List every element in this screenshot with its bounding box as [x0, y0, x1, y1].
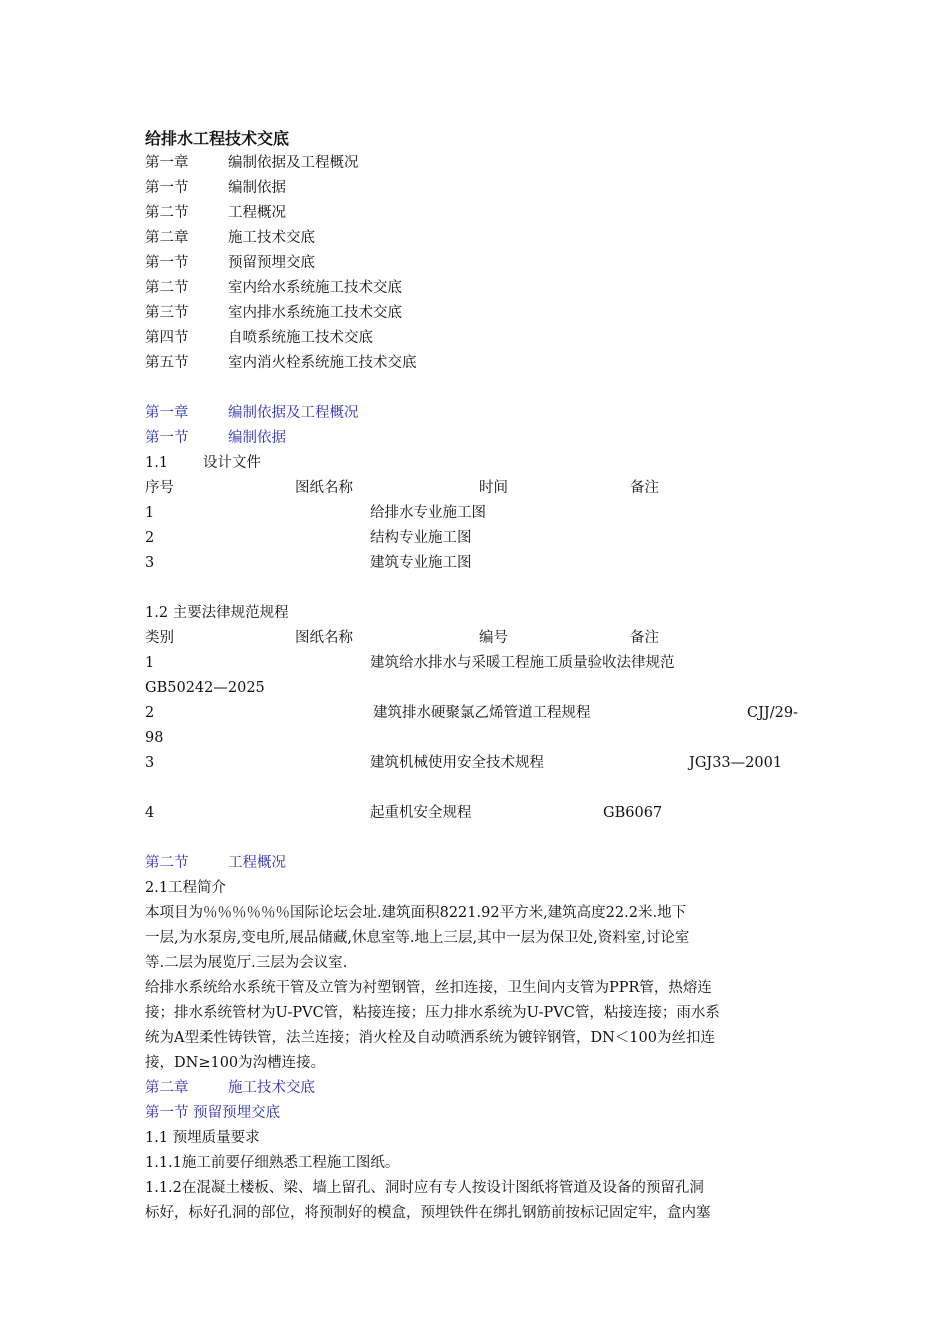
column-header: 备注: [630, 480, 659, 496]
toc-text: 自喷系统施工技术交底: [228, 330, 373, 346]
heading-text: 编制依据: [228, 430, 286, 446]
heading-text: 施工技术交底: [228, 1080, 315, 1096]
subsection-num: 1.1: [145, 455, 169, 471]
row-name: 建筑机械使用安全技术规程: [370, 755, 544, 771]
item-1-1-1: 1.1.1施工前要仔细熟悉工程施工图纸。: [145, 1155, 400, 1171]
toc-item: [145, 201, 809, 226]
column-header: 备注: [630, 630, 659, 646]
design-documents-table: [145, 476, 809, 576]
table-row: [145, 651, 809, 676]
toc-item: [145, 151, 809, 176]
toc-num: 第一节: [145, 180, 189, 196]
heading-num: 第一章: [145, 405, 189, 421]
project-intro-paragraph: [145, 901, 809, 976]
table-row-wrap: [145, 726, 809, 751]
toc-text: 预留预埋交底: [228, 255, 315, 271]
row-code: JGJ33—2001: [689, 755, 783, 771]
subsection-1-2: 1.2 主要法律规范规程: [145, 605, 289, 621]
row-number: 2: [145, 530, 155, 546]
toc-text: 室内消火栓系统施工技术交底: [228, 355, 417, 371]
row-number: 4: [145, 805, 155, 821]
column-header: 图纸名称: [295, 480, 353, 496]
toc-item: [145, 326, 809, 351]
column-header: 序号: [145, 480, 174, 496]
chapter-1-heading: [145, 401, 809, 426]
row-code: GB6067: [603, 805, 663, 821]
column-header: 类别: [145, 630, 174, 646]
chapter-2-heading: [145, 1076, 809, 1101]
section-1-heading: [145, 426, 809, 451]
paragraph-line: 接，DN≥100为沟槽连接。: [145, 1055, 326, 1071]
column-header: 编号: [479, 630, 508, 646]
toc-text: 施工技术交底: [228, 230, 315, 246]
row-code: CJJ/29-: [747, 705, 798, 721]
section-2-heading: [145, 851, 809, 876]
row-code: 98: [145, 730, 164, 746]
row-code: GB50242—2025: [145, 680, 265, 696]
row-name: 建筑排水硬聚氯乙烯管道工程规程: [373, 705, 591, 721]
subsection-1-1-quality: 1.1 预埋质量要求: [145, 1130, 260, 1146]
heading-num: 第二章: [145, 1080, 189, 1096]
toc-text: 编制依据及工程概况: [228, 155, 359, 171]
row-number: 1: [145, 505, 155, 521]
table-row: [145, 801, 809, 826]
toc-num: 第五节: [145, 355, 189, 371]
regulations-table: [145, 626, 809, 826]
toc-text: 室内排水系统施工技术交底: [228, 305, 402, 321]
subsection-text: 设计文件: [203, 455, 261, 471]
heading-text: 工程概况: [228, 855, 286, 871]
row-number: 2: [145, 705, 155, 721]
toc-num: 第三节: [145, 305, 189, 321]
row-number: 1: [145, 655, 155, 671]
column-header: 图纸名称: [295, 630, 353, 646]
table-row: [145, 701, 809, 726]
toc-num: 第二节: [145, 205, 189, 221]
paragraph-line: 标好，标好孔洞的部位，将预制好的模盒，预埋铁件在绑扎钢筋前按标记固定牢，盒内塞: [145, 1205, 711, 1221]
row-name: 建筑给水排水与采暖工程施工质量验收法律规范: [370, 655, 675, 671]
column-header: 时间: [479, 480, 508, 496]
toc-text: 工程概况: [228, 205, 286, 221]
toc-text: 编制依据: [228, 180, 286, 196]
row-name: 结构专业施工图: [370, 530, 472, 546]
paragraph-line: 给排水系统给水系统干管及立管为衬塑钢管，丝扣连接，卫生间内支管为PPR管，热熔连: [145, 980, 712, 996]
document-page: [145, 124, 809, 1226]
heading-num: 第二节: [145, 855, 189, 871]
toc-item: [145, 251, 809, 276]
document-title: 给排水工程技术交底: [145, 129, 290, 148]
toc-num: 第一章: [145, 155, 189, 171]
table-row: [145, 551, 809, 576]
toc-item: [145, 301, 809, 326]
toc-item: [145, 176, 809, 201]
toc-num: 第四节: [145, 330, 189, 346]
table-of-contents: [145, 151, 809, 376]
subsection-1-1: [145, 451, 809, 476]
row-number: 3: [145, 755, 155, 771]
toc-item: [145, 351, 809, 376]
heading-num: 第一节: [145, 430, 189, 446]
heading-text: 编制依据及工程概况: [228, 405, 359, 421]
table-header: [145, 476, 809, 501]
toc-num: 第一节: [145, 255, 189, 271]
table-row-wrap: [145, 676, 809, 701]
toc-text: 室内给水系统施工技术交底: [228, 280, 402, 296]
table-row: [145, 501, 809, 526]
section-2-1-heading: 第一节 预留预埋交底: [145, 1105, 281, 1121]
toc-num: 第二章: [145, 230, 189, 246]
table-row: [145, 526, 809, 551]
paragraph-line: 接；排水系统管材为U-PVC管，粘接连接；压力排水系统为U-PVC管，粘接连接；雨水系: [145, 1005, 720, 1021]
system-description-paragraph: [145, 976, 809, 1076]
paragraph-line: 等.二层为展览厅.三层为会议室.: [145, 955, 348, 971]
item-1-1-2-paragraph: [145, 1176, 809, 1226]
paragraph-line: 本项目为％％％％％％国际论坛会址.建筑面积8221.92平方米,建筑高度22.2米.地下: [145, 905, 687, 921]
toc-item: [145, 276, 809, 301]
row-number: 3: [145, 555, 155, 571]
toc-num: 第二节: [145, 280, 189, 296]
row-name: 起重机安全规程: [370, 805, 472, 821]
table-header: [145, 626, 809, 651]
table-row: [145, 751, 809, 776]
row-name: 给排水专业施工图: [370, 505, 486, 521]
toc-item: [145, 226, 809, 251]
paragraph-line: 统为A型柔性铸铁管，法兰连接；消火栓及自动喷洒系统为镀锌钢管，DN＜100为丝扣连: [145, 1030, 715, 1046]
row-name: 建筑专业施工图: [370, 555, 472, 571]
subsection-2-1: 2.1工程简介: [145, 880, 227, 896]
paragraph-line: 一层,为水泵房,变电所,展品储藏,休息室等.地上三层,其中一层为保卫处,资料室,讨论室: [145, 930, 690, 946]
paragraph-line: 1.1.2在混凝土楼板、梁、墙上留孔、洞时应有专人按设计图纸将管道及设备的预留孔洞: [145, 1180, 704, 1196]
